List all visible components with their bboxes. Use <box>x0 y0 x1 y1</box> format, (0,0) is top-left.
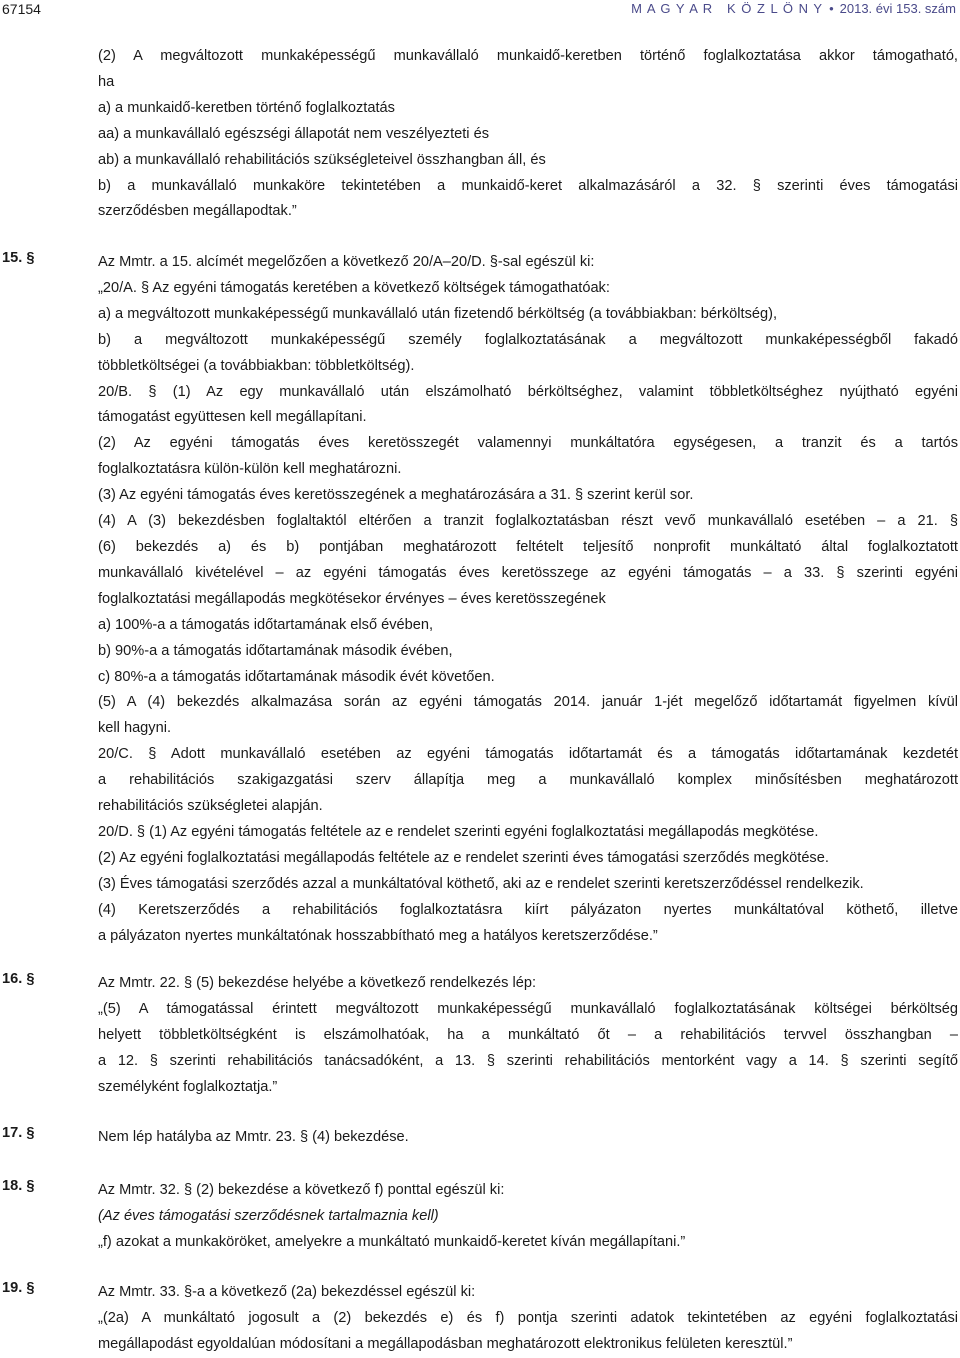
text-line: helyett többletköltségként is elszámolhatóak, ha a munkáltató őt – a rehabilitációs tervvel összhangban – <box>98 1026 958 1043</box>
header-publication <box>631 1 956 16</box>
text-line: a) a megváltozott munkaképességű munkavállaló után fizetendő bérköltség (a továbbiakban: bérköltség), <box>98 305 778 322</box>
text-line: Az Mmtr. 22. § (5) bekezdése helyébe a következő rendelkezés lép: <box>98 975 537 991</box>
text-line: támogatást együttesen kell megállapítani. <box>98 409 367 426</box>
paragraph-block-top <box>98 44 958 225</box>
text-line: Nem lép hatályba az Mmtr. 23. § (4) bekezdése. <box>98 1129 409 1145</box>
text-line: (Az éves támogatási szerződésnek tartalmaznia kell) <box>98 1207 439 1224</box>
text-line: a) a munkaidő-keretben történő foglalkoztatás <box>98 99 395 116</box>
issue-label: 2013. évi 153. szám <box>839 1 956 16</box>
text-line: foglalkoztatásra külön-külön kell meghatározni. <box>98 461 402 478</box>
section-18-body <box>98 1178 958 1256</box>
text-line: b) a munkavállaló munkaköre tekintetében a munkaidő-keret alkalmazásáról a 32. § szerinti éves támogatási <box>98 177 958 194</box>
page-number: 67154 <box>2 1 41 17</box>
text-line: (6) bekezdés a) és b) pontjában meghatározott feltételt teljesítő nonprofit munkáltató által foglalkoztatott <box>98 538 958 555</box>
text-line: 20/D. § (1) Az egyéni támogatás feltétele az e rendelet szerinti egyéni foglalkoztatási megállapodás megkötése. <box>98 823 819 840</box>
text-line: Az Mmtr. 32. § (2) bekezdése a következő f) ponttal egészül ki: <box>98 1182 505 1198</box>
section-label-15: 15. § <box>2 250 35 266</box>
text-line: kell hagyni. <box>98 720 172 737</box>
text-line: (3) Az egyéni támogatás éves keretösszegének a meghatározására a 31. § szerint kerül sor. <box>98 487 694 504</box>
text-line: Az Mmtr. 33. §-a a következő (2a) bekezdéssel egészül ki: <box>98 1284 476 1300</box>
text-line: a pályázaton nyertes munkáltatónak hosszabbítható meg a hatályos keretszerződése.” <box>98 927 658 944</box>
text-line: (4) Keretszerződés a rehabilitációs foglalkoztatásra kiírt pályázaton nyertes munkáltatóval köthető, illetve <box>98 901 958 918</box>
section-16-body <box>98 971 958 1101</box>
text-line: „f) azokat a munkaköröket, amelyekre a munkáltató munkaidő-keretet kíván megállapítani.” <box>98 1233 686 1250</box>
section-label-19: 19. § <box>2 1280 35 1296</box>
text-line: (3) Éves támogatási szerződés azzal a munkáltatóval köthető, aki az e rendelet szerinti keretszerződéssel rendelkezik. <box>98 875 864 892</box>
section-label-17: 17. § <box>2 1125 35 1141</box>
text-line: 20/B. § (1) Az egy munkavállaló után elszámolható bérköltséghez, valamint többletköltséghez nyújtható egyéni <box>98 383 958 400</box>
text-line: (5) A (4) bekezdés alkalmazása során az egyéni támogatás 2014. január 1-jét megelőző időtartamát figyelmen kívül <box>98 694 958 711</box>
text-line: munkavállaló kivételével – az egyéni támogatás éves keretösszege az egyéni támogatás – a 33. § szerinti egyéni <box>98 564 958 581</box>
text-line: a 12. § szerinti rehabilitációs tanácsadóként, a 13. § szerinti rehabilitációs mentorként vagy a 14. § szerinti segítő <box>98 1052 958 1069</box>
text-line: aa) a munkavállaló egészségi állapotát nem veszélyezteti és <box>98 125 490 142</box>
text-line: „(5) A támogatással érintett megváltozott munkaképességű munkavállaló foglalkoztatásának költségei bérköltség <box>98 1000 958 1017</box>
text-line: szerződésben megállapodtak.” <box>98 203 297 220</box>
text-line: (4) A (3) bekezdésben foglaltaktól eltérően a tranzit foglalkoztatásban részt vevő munkavállaló esetében – a 21. § <box>98 513 958 530</box>
text-line: megállapodást egyoldalúan módosítani a megállapodásban meghatározott elektronikus felületen keresztül.” <box>98 1335 793 1352</box>
text-line: Az Mmtr. a 15. alcímét megelőzően a következő 20/A–20/D. §-sal egészül ki: <box>98 254 595 270</box>
page-header <box>0 0 960 20</box>
text-line: 20/C. § Adott munkavállaló esetében az egyéni támogatás időtartamát és a támogatás időtartamának kezdetét <box>98 746 958 763</box>
section-label-18: 18. § <box>2 1178 35 1194</box>
text-line: „(2a) A munkáltató jogosult a (2) bekezdés e) és f) pontja szerinti adatok tekintetében az egyéni foglalkoztatási <box>98 1309 958 1326</box>
text-line: foglalkoztatási megállapodás megkötésekor érvényes – éves keretösszegének <box>98 590 606 607</box>
text-line: a rehabilitációs szakigazgatási szerv állapítja meg a munkavállaló komplex minősítésben meghatározott <box>98 772 958 789</box>
text-line: ab) a munkavállaló rehabilitációs szükségleteivel összhangban áll, és <box>98 151 546 168</box>
section-19-body <box>98 1280 958 1358</box>
section-17-body <box>98 1125 958 1151</box>
header-separator: • <box>829 1 834 16</box>
section-15-body <box>98 250 958 949</box>
text-line: a) 100%-a a támogatás időtartamának első évében, <box>98 616 434 633</box>
text-line: (2) Az egyéni foglalkoztatási megállapodás feltétele az e rendelet szerinti éves támogatási szerződés megkötése. <box>98 849 829 866</box>
text-line: b) a megváltozott munkaképességű személy foglalkoztatásának a megváltozott munkaképességből fakadó <box>98 331 958 348</box>
text-line: rehabilitációs szükségletei alapján. <box>98 798 323 815</box>
text-line: c) 80%-a a támogatás időtartamának második évét követően. <box>98 668 495 685</box>
text-line: személyként foglalkoztatja.” <box>98 1078 278 1095</box>
journal-title: M A G Y A R K Ö Z L Ö N Y <box>631 1 824 16</box>
section-label-16: 16. § <box>2 971 35 987</box>
text-line: ha <box>98 73 115 90</box>
text-line: (2) A megváltozott munkaképességű munkavállaló munkaidő-keretben történő foglalkoztatása akkor támogatható, <box>98 48 958 64</box>
text-line: b) 90%-a a támogatás időtartamának második évében, <box>98 642 453 659</box>
text-line: „20/A. § Az egyéni támogatás keretében a következő költségek támogathatóak: <box>98 279 610 296</box>
text-line: többletköltségei (a továbbiakban: többletköltség). <box>98 357 415 374</box>
text-line: (2) Az egyéni támogatás éves keretösszegét valamennyi munkáltatóra egységesen, a tranzit és a tartós <box>98 435 958 452</box>
